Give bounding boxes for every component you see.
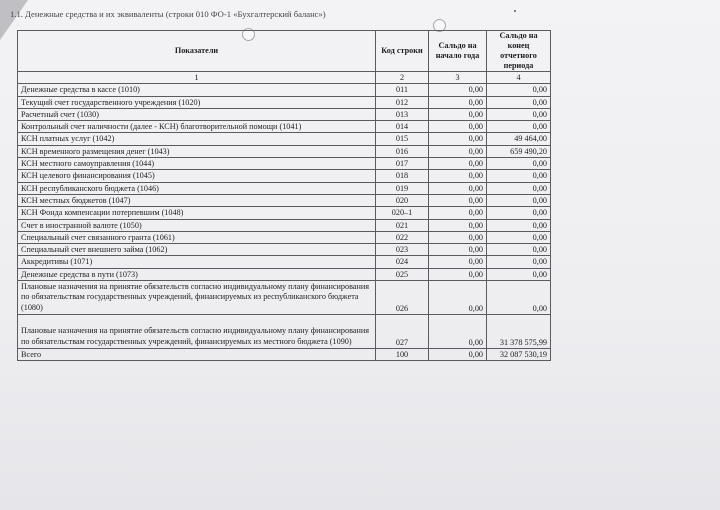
row-start-balance: 0,00: [429, 315, 487, 349]
row-name: Плановые назначения на принятие обязательств согласно индивидуальному плану финансирования по обязательствам государственных учреждений, финансируемых из местного бюджета (1090): [18, 315, 376, 349]
header-balance-start: Сальдо на начало года: [429, 31, 487, 72]
row-code: 019: [376, 182, 429, 194]
row-code: 012: [376, 96, 429, 108]
section-heading: 1.1. Денежные средства и их эквиваленты (строки 010 ФО-1 «Бухгалтерский баланс»): [10, 9, 326, 19]
row-code: 015: [376, 133, 429, 145]
row-name: Текущий счет государственного учреждения (1020): [18, 96, 376, 108]
row-name: Денежные средства в кассе (1010): [18, 84, 376, 96]
row-end-balance: 0,00: [487, 231, 551, 243]
row-name: Денежные средства в пути (1073): [18, 268, 376, 280]
row-start-balance: 0,00: [429, 349, 487, 361]
row-code: 011: [376, 84, 429, 96]
header-indicators: Показатели: [18, 31, 376, 72]
table-row: [18, 281, 551, 315]
row-code: 027: [376, 315, 429, 349]
row-end-balance: 0,00: [487, 182, 551, 194]
header-line-code: Код строки: [376, 31, 429, 72]
speck: [514, 10, 516, 12]
row-end-balance: 0,00: [487, 121, 551, 133]
row-end-balance: 0,00: [487, 207, 551, 219]
total-label: Всего: [18, 349, 376, 361]
table-row: [18, 158, 551, 170]
table-row: [18, 231, 551, 243]
column-number: 4: [487, 72, 551, 84]
row-code: 020: [376, 194, 429, 206]
row-code: 020–1: [376, 207, 429, 219]
row-name: Расчетный счет (1030): [18, 108, 376, 120]
row-name: КСН Фонда компенсации потерпевшим (1048): [18, 207, 376, 219]
row-start-balance: 0,00: [429, 256, 487, 268]
row-end-balance: 659 490,20: [487, 145, 551, 157]
row-name: КСН местного самоуправления (1044): [18, 158, 376, 170]
table-row: [18, 256, 551, 268]
row-start-balance: 0,00: [429, 219, 487, 231]
row-name: КСН местных бюджетов (1047): [18, 194, 376, 206]
row-end-balance: 0,00: [487, 268, 551, 280]
row-start-balance: 0,00: [429, 182, 487, 194]
row-name: Аккредитивы (1071): [18, 256, 376, 268]
header-balance-end: Сальдо на конец отчетного периода: [487, 31, 551, 72]
row-name: Счет в иностранной валюте (1050): [18, 219, 376, 231]
row-start-balance: 0,00: [429, 268, 487, 280]
row-start-balance: 0,00: [429, 96, 487, 108]
table-row: [18, 96, 551, 108]
header-row: [18, 31, 551, 72]
table-row: [18, 182, 551, 194]
row-end-balance: 31 378 575,99: [487, 315, 551, 349]
row-name: КСН республиканского бюджета (1046): [18, 182, 376, 194]
table-row: [18, 219, 551, 231]
row-name: КСН платных услуг (1042): [18, 133, 376, 145]
row-name: Контрольный счет наличности (далее - КСН) благотворительной помощи (1041): [18, 121, 376, 133]
row-start-balance: 0,00: [429, 207, 487, 219]
row-end-balance: 49 464,00: [487, 133, 551, 145]
row-end-balance: 0,00: [487, 84, 551, 96]
table-row: [18, 207, 551, 219]
table-row: [18, 84, 551, 96]
table-row: [18, 121, 551, 133]
row-end-balance: 32 087 530,19: [487, 349, 551, 361]
row-start-balance: 0,00: [429, 108, 487, 120]
row-name: КСН временного размещения денег (1043): [18, 145, 376, 157]
row-start-balance: 0,00: [429, 281, 487, 315]
row-code: 022: [376, 231, 429, 243]
row-code: 023: [376, 244, 429, 256]
column-number: 1: [18, 72, 376, 84]
row-code: 024: [376, 256, 429, 268]
row-end-balance: 0,00: [487, 194, 551, 206]
row-start-balance: 0,00: [429, 244, 487, 256]
column-number: 3: [429, 72, 487, 84]
column-number: 2: [376, 72, 429, 84]
row-end-balance: 0,00: [487, 158, 551, 170]
table-row: [18, 194, 551, 206]
column-number-row: [18, 72, 551, 84]
row-code: 025: [376, 268, 429, 280]
row-code: 100: [376, 349, 429, 361]
table-row: [18, 108, 551, 120]
row-code: 021: [376, 219, 429, 231]
table-row: [18, 133, 551, 145]
row-end-balance: 0,00: [487, 170, 551, 182]
table-row: [18, 268, 551, 280]
row-start-balance: 0,00: [429, 121, 487, 133]
row-end-balance: 0,00: [487, 219, 551, 231]
row-start-balance: 0,00: [429, 158, 487, 170]
row-code: 018: [376, 170, 429, 182]
row-end-balance: 0,00: [487, 256, 551, 268]
table-row: [18, 315, 551, 349]
table-row: [18, 145, 551, 157]
row-start-balance: 0,00: [429, 145, 487, 157]
row-name: Плановые назначения на принятие обязательств согласно индивидуальному плану финансирования по обязательствам государственных учреждений, финансируемых из республиканского бюджета (1080): [18, 281, 376, 315]
row-code: 016: [376, 145, 429, 157]
row-end-balance: 0,00: [487, 108, 551, 120]
row-code: 017: [376, 158, 429, 170]
row-start-balance: 0,00: [429, 84, 487, 96]
row-start-balance: 0,00: [429, 133, 487, 145]
row-code: 014: [376, 121, 429, 133]
total-row: [18, 349, 551, 361]
row-end-balance: 0,00: [487, 281, 551, 315]
row-name: КСН целевого финансирования (1045): [18, 170, 376, 182]
table-row: [18, 170, 551, 182]
row-code: 026: [376, 281, 429, 315]
row-code: 013: [376, 108, 429, 120]
row-start-balance: 0,00: [429, 170, 487, 182]
row-start-balance: 0,00: [429, 231, 487, 243]
row-end-balance: 0,00: [487, 244, 551, 256]
row-start-balance: 0,00: [429, 194, 487, 206]
row-name: Специальный счет внешнего займа (1062): [18, 244, 376, 256]
table-row: [18, 244, 551, 256]
row-end-balance: 0,00: [487, 96, 551, 108]
row-name: Специальный счет связанного гранта (1061): [18, 231, 376, 243]
cash-equivalents-table: [17, 30, 551, 361]
